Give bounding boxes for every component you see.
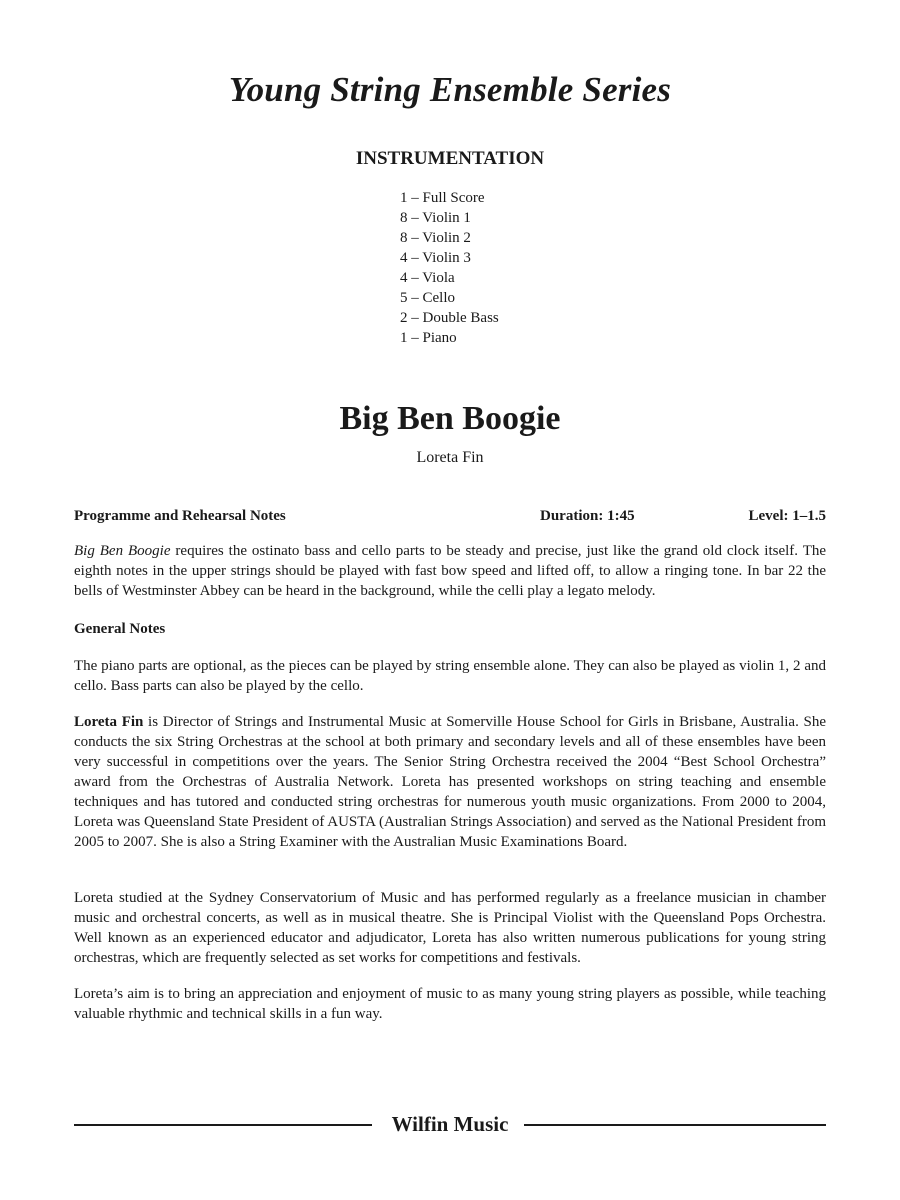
series-title: Young String Ensemble Series	[228, 70, 672, 109]
publisher-name: Wilfin Music	[391, 1112, 509, 1136]
instrumentation-item: 2 – Double Bass	[400, 310, 499, 326]
level: Level: 1–1.5	[748, 508, 826, 524]
instrumentation-item: 4 – Violin 3	[400, 250, 471, 266]
instrumentation-item: 8 – Violin 1	[400, 210, 471, 226]
bio-paragraph-3: Loreta’s aim is to bring an appreciation and enjoyment of music to as many young string players as possible, while teaching valuable rhythmic and technical skills in a fun way.	[74, 986, 826, 1022]
bio-paragraph-1-text: is Director of Strings and Instrumental Music at Somerville House School for Girls in Brisbane, Australia. She conducts the six String Orchestras at the school at both primary and secondary levels and all of these ensembles have been very successful in competitions over the years. The Senior String Orchestra received the 2004 “Best School Orchestra” award from the Orchestras of Australia Network. Loreta has presented workshops on string teaching and ensemble techniques and has tutored and conducted string orchestras for numerous youth music organizations. From 2000 to 2004, Loreta was Queensland State President of AUSTA (Australian Strings Association) and served as the National President from 2005 to 2007. She is also a String Examiner with the Australian Music Examinations Board.	[74, 714, 826, 850]
programme-notes-label: Programme and Rehearsal Notes	[74, 508, 286, 524]
notes-header-row	[74, 508, 826, 528]
general-notes-label: General Notes	[74, 621, 166, 637]
programme-notes-text	[74, 541, 826, 601]
composer-name: Loreta Fin	[416, 449, 484, 466]
duration: Duration: 1:45	[540, 508, 635, 524]
instrumentation-heading: INSTRUMENTATION	[355, 148, 545, 169]
instrumentation-item: 8 – Violin 2	[400, 230, 471, 246]
programme-piece-title: Big Ben Boogie	[74, 543, 171, 559]
piece-title: Big Ben Boogie	[339, 400, 561, 437]
instrumentation-item: 5 – Cello	[400, 290, 455, 306]
footer	[74, 1112, 826, 1138]
bio-paragraph-1	[74, 712, 826, 852]
programme-notes-body: requires the ostinato bass and cello parts to be steady and precise, just like the grand old clock itself. The eighth notes in the upper strings should be played with fast bow speed and lifted off, to allow a ringing tone. In bar 22 the bells of Westminster Abbey can be heard in the background, while the celli play a legato melody.	[74, 543, 827, 599]
instrumentation-item: 4 – Viola	[400, 270, 455, 286]
instrumentation-item: 1 – Piano	[400, 330, 457, 346]
bio-paragraph-2: Loreta studied at the Sydney Conservatorium of Music and has performed regularly as a freelance musician in chamber music and orchestral concerts, as well as in musical theatre. She is Principal Violist with the Queensland Pops Orchestra. Well known as an experienced educator and adjudicator, Loreta has also written numerous publications for young string orchestras, which are frequently selected as set works for competitions and festivals.	[74, 890, 826, 966]
instrumentation-item: 1 – Full Score	[400, 190, 485, 206]
bio-name: Loreta Fin	[74, 714, 144, 730]
instrumentation-list	[400, 188, 499, 348]
general-notes-text: The piano parts are optional, as the pieces can be played by string ensemble alone. They can also be played as violin 1, 2 and cello. Bass parts can also be played by the cello.	[74, 658, 826, 694]
footer-rule-right	[524, 1124, 826, 1126]
